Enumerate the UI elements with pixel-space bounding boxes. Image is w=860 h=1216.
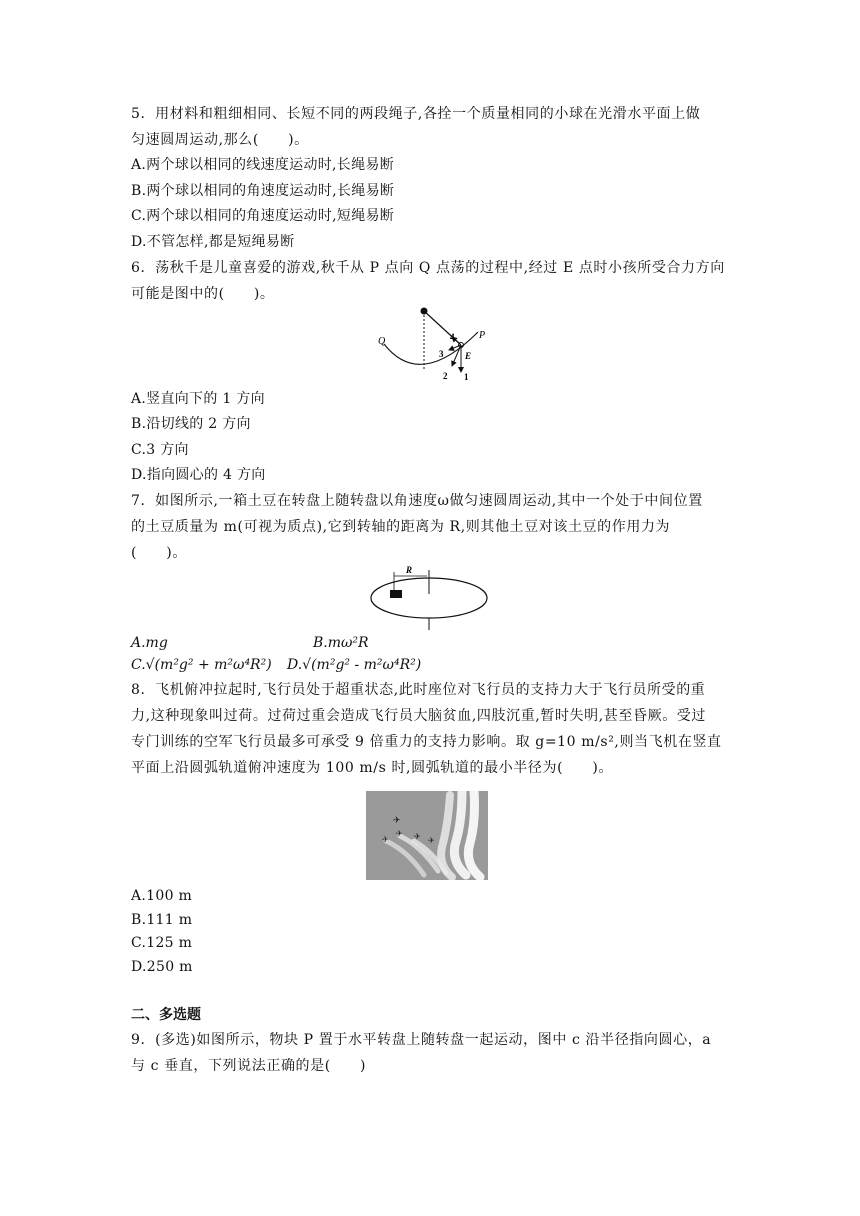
q8-stem-line3: 专门训练的空军飞行员最多可承受 9 倍重力的支持力影响。取 g=10 m/s²,则当飞机在竖直 [131, 734, 722, 750]
svg-text:✈: ✈ [382, 835, 389, 844]
q5-option-d: D.不管怎样,都是短绳易断 [131, 234, 295, 250]
q7-option-d: D.√(m²g² - m²ω⁴R²) [287, 657, 422, 673]
q8-stem-line2: 力,这种现象叫过荷。过荷过重会造成飞行员大脑贫血,四肢沉重,暂时失明,甚至昏厥。受过 [131, 708, 706, 724]
label-1: 1 [464, 372, 469, 382]
q8-option-a: A.100 m [131, 888, 193, 904]
q6-stem-line1: 6．荡秋千是儿童喜爱的游戏,秋千从 P 点向 Q 点荡的过程中,经过 E 点时小孩所受合力方向 [131, 260, 725, 276]
q7-stem-line2: 的土豆质量为 m(可视为质点),它到转轴的距离为 R,则其他土豆对该土豆的作用力为 [131, 519, 671, 535]
label-r: R [406, 565, 413, 575]
svg-text:✈: ✈ [396, 829, 403, 838]
potato-box [390, 590, 402, 598]
q6-option-c: C.3 方向 [131, 442, 189, 458]
q6-option-b: B.沿切线的 2 方向 [131, 416, 251, 432]
q9-stem-line2: 与 c 垂直，下列说法正确的是( ) [131, 1058, 367, 1074]
svg-text:✈: ✈ [414, 832, 421, 841]
q8-stem-line1: 8．飞机俯冲拉起时,飞行员处于超重状态,此时座位对飞行员的支持力大于飞行员所受的重 [131, 682, 706, 698]
q5-option-a: A.两个球以相同的线速度运动时,长绳易断 [131, 157, 395, 173]
q8-option-c: C.125 m [131, 935, 193, 951]
q5-stem-line2: 匀速圆周运动,那么( )。 [131, 132, 309, 148]
q8-option-d: D.250 m [131, 959, 193, 975]
label-q: Q [378, 336, 386, 347]
q6-stem-line2: 可能是图中的( )。 [131, 286, 275, 302]
q7-option-a: A.mg [131, 635, 168, 651]
swing-arc [384, 332, 478, 364]
aircraft-photo [366, 791, 488, 880]
svg-text:✈: ✈ [393, 816, 401, 826]
q7-stem-line1: 7．如图所示,一箱土豆在转盘上随转盘以角速度ω做匀速圆周运动,其中一个处于中间位置 [131, 493, 703, 509]
q5-stem-line1: 5．用材料和粗细相同、长短不同的两段绳子,各拴一个质量相同的小球在光滑水平面上做 [131, 106, 701, 122]
q7-stem-line3: ( )。 [131, 545, 187, 561]
label-3: 3 [439, 349, 444, 359]
q7-option-b: B.mω²R [313, 635, 369, 651]
q5-option-c: C.两个球以相同的角速度运动时,短绳易断 [131, 208, 395, 224]
label-2: 2 [443, 371, 448, 381]
q8-option-b: B.111 m [131, 912, 193, 928]
q8-stem-line4: 平面上沿圆弧轨道俯冲速度为 100 m/s 时,圆弧轨道的最小半径为( )。 [131, 760, 614, 776]
label-4: 4 [450, 332, 455, 342]
q7-option-c: C.√(m²g² + m²ω⁴R²) [131, 657, 272, 673]
label-e: E [465, 351, 472, 361]
section-title-multiple-choice: 二、多选题 [131, 1007, 201, 1023]
q5-option-b: B.两个球以相同的角速度运动时,长绳易断 [131, 183, 395, 199]
q9-stem-line1: 9．(多选)如图所示，物块 P 置于水平转盘上随转盘一起运动，图中 c 沿半径指向圆心，a [131, 1032, 712, 1048]
swing-diagram [370, 300, 500, 386]
turntable-diagram [368, 562, 492, 632]
svg-text:✈: ✈ [428, 836, 435, 845]
q6-option-a: A.竖直向下的 1 方向 [131, 391, 265, 407]
q6-option-d: D.指向圆心的 4 方向 [131, 467, 266, 483]
label-p: P [479, 330, 486, 341]
